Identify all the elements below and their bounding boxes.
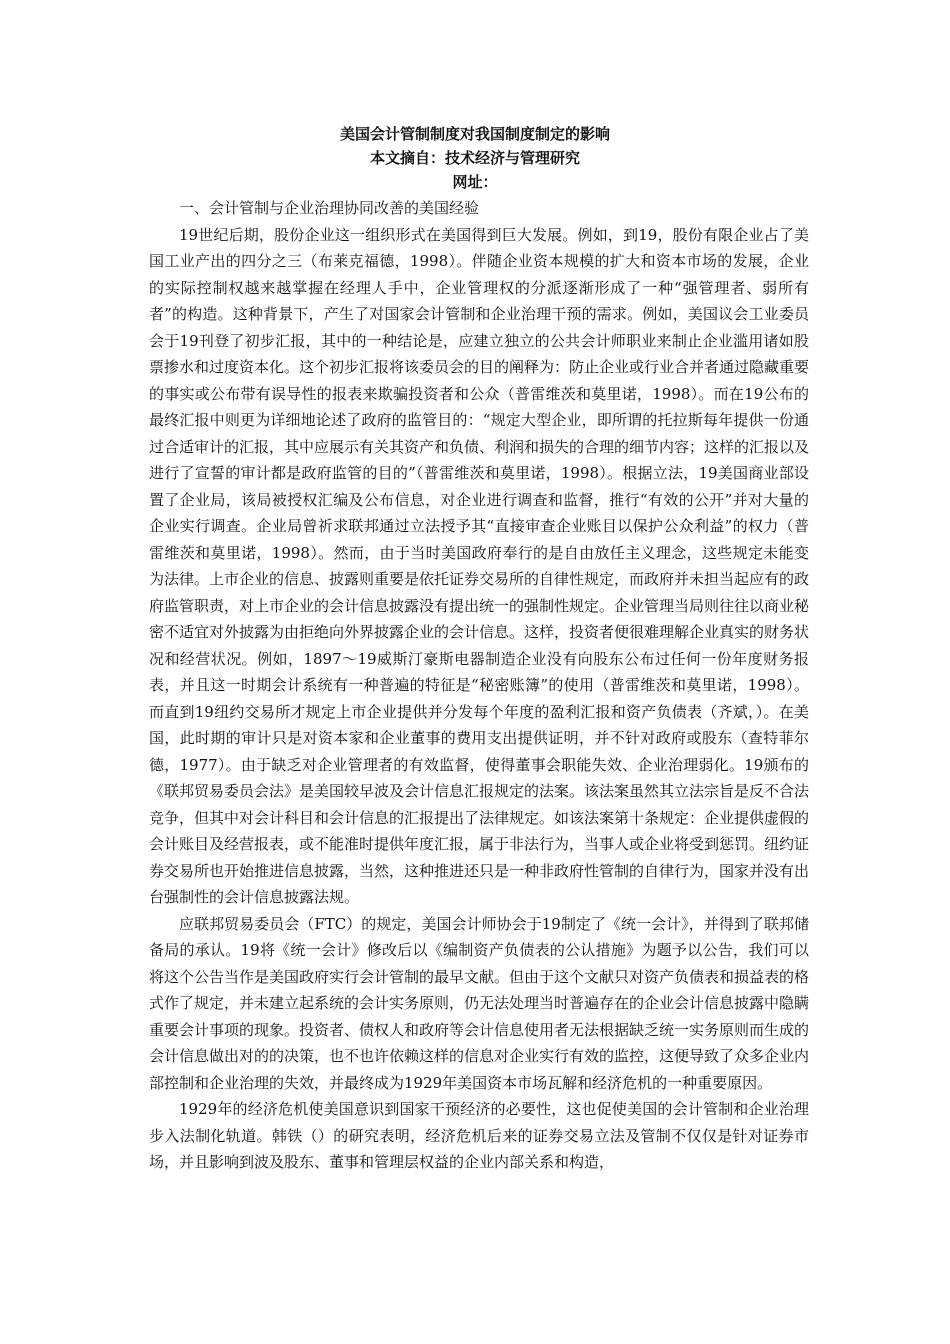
paragraph: 19世纪后期，股份企业这一组织形式在美国得到巨大发展。例如，到19，股份有限企业占了美国工业产出的四分之三（布莱克福德，1998）。伴随企业资本规模的扩大和资本市场的发展，企业的实际控制权越来越掌握在经理人手中，企业管理权的分派逐渐形成了一种“强管理者、弱所有者”的构造。这种背景下，产生了对国家会计管制和企业治理干预的需求。例如，美国议会工业委员会于19刊登了初步汇报，其中的一种结论是，应建立独立的公共会计师职业来制止企业滥用诸如股票掺水和过度资本化。这个初步汇报将该委员会的目的阐释为：防止企业或行业合并者通过隐藏重要的事实或公布带有误导性的报表来欺骗投资者和公众（普雷维茨和莫里诺，1998）。而在19公布的最终汇报中则更为详细地论述了政府的监管目的：“规定大型企业，即所谓的托拉斯每年提供一份通过合适审计的汇报，其中应展示有关其资产和负债、利润和损失的合理的细节内容；这样的汇报以及进行了宣誓的审计都是政府监管的目的”（普雷维茨和莫里诺，1998）。根据立法，19美国商业部设置了企业局，该局被授权汇编及公布信息，对企业进行调查和监督，推行“有效的公开”并对大量的企业实行调查。企业局曾祈求联邦通过立法授予其“直接审查企业账目以保护公众利益”的权力（普雷维茨和莫里诺，1998）。然而，由于当时美国政府奉行的是自由放任主义理念，这些规定未能变为法律。上市企业的信息、披露则重要是依托证券交易所的自律性规定，而政府并未担当起应有的政府监管职责，对上市企业的会计信息披露没有提出统一的强制性规定。企业管理当局则往往以商业秘密不适宜对外披露为由拒绝向外界披露企业的会计信息。这样，投资者便很难理解企业真实的财务状况和经营状况。例如，1897～19威斯汀豪斯电器制造企业没有向股东公布过任何一份年度财务报表，并且这一时期会计系统有一种普遍的特征是“秘密账簿”的使用（普雷维茨和莫里诺，1998）。而直到19纽约交易所才规定上市企业提供并分发每个年度的盈利汇报和资产负债表（齐斌，）。在美国，此时期的审计只是对资本家和企业董事的费用支出提供证明，并不针对政府或股东（查特菲尔德，1977）。由于缺乏对企业管理者的有效监督，使得董事会职能失效、企业治理弱化。19颁布的《联邦贸易委员会法》是美国较早波及会计信息汇报规定的法案。该法案虽然其立法宗旨是反不合法竞争，但其中对会计科目和会计信息的汇报提出了法律规定。如该法案第十条规定：企业提供虚假的会计账目及经营报表，或不能准时提供年度汇报，属于非法行为，当事人或企业将受到惩罚。纽约证券交易所也开始推进信息披露，当然，这种推进还只是一种非政府性管制的自律行为，国家并没有出台强制性的会计信息披露法规。 <box>149 225 810 906</box>
paragraph: 1929年的经济危机使美国意识到国家干预经济的必要性，这也促使美国的会计管制和企业治理步入法制化轨道。韩铁（）的研究表明，经济危机后来的证券交易立法及管制不仅仅是针对证券市场，并且影响到波及股东、董事和管理层权益的企业内部关系和构造， <box>149 1100 809 1171</box>
document-source: 本文摘自：技术经济与管理研究 <box>369 149 580 167</box>
document-body <box>149 195 809 1176</box>
document-url-label: 网址： <box>452 173 498 191</box>
document-header <box>120 122 830 194</box>
document-title: 美国会计管制制度对我国制度制定的影响 <box>339 125 610 143</box>
section-heading: 一、会计管制与企业治理协同改善的美国经验 <box>179 199 480 217</box>
paragraph: 应联邦贸易委员会（FTC）的规定，美国会计师协会于19制定了《统一会计》，并得到了联邦储备局的承认。19将《统一会计》修改后以《编制资产负债表的公认措施》为题予以公告，我们可以将这个公告当作是美国政府实行会计管制的最早文献。但由于这个文献只对资产负债表和损益表的格式作了规定，并未建立起系统的会计实务原则，仍无法处理当时普遍存在的企业会计信息披露中隐瞒重要会计事项的现象。投资者、债权人和政府等会计信息使用者无法根据缺乏统一实务原则而生成的会计信息做出对的的决策，也不也许依赖这样的信息对企业实行有效的监控，这便导致了众多企业内部控制和企业治理的失效，并最终成为1929年美国资本市场瓦解和经济危机的一种重要原因。 <box>149 914 810 1092</box>
